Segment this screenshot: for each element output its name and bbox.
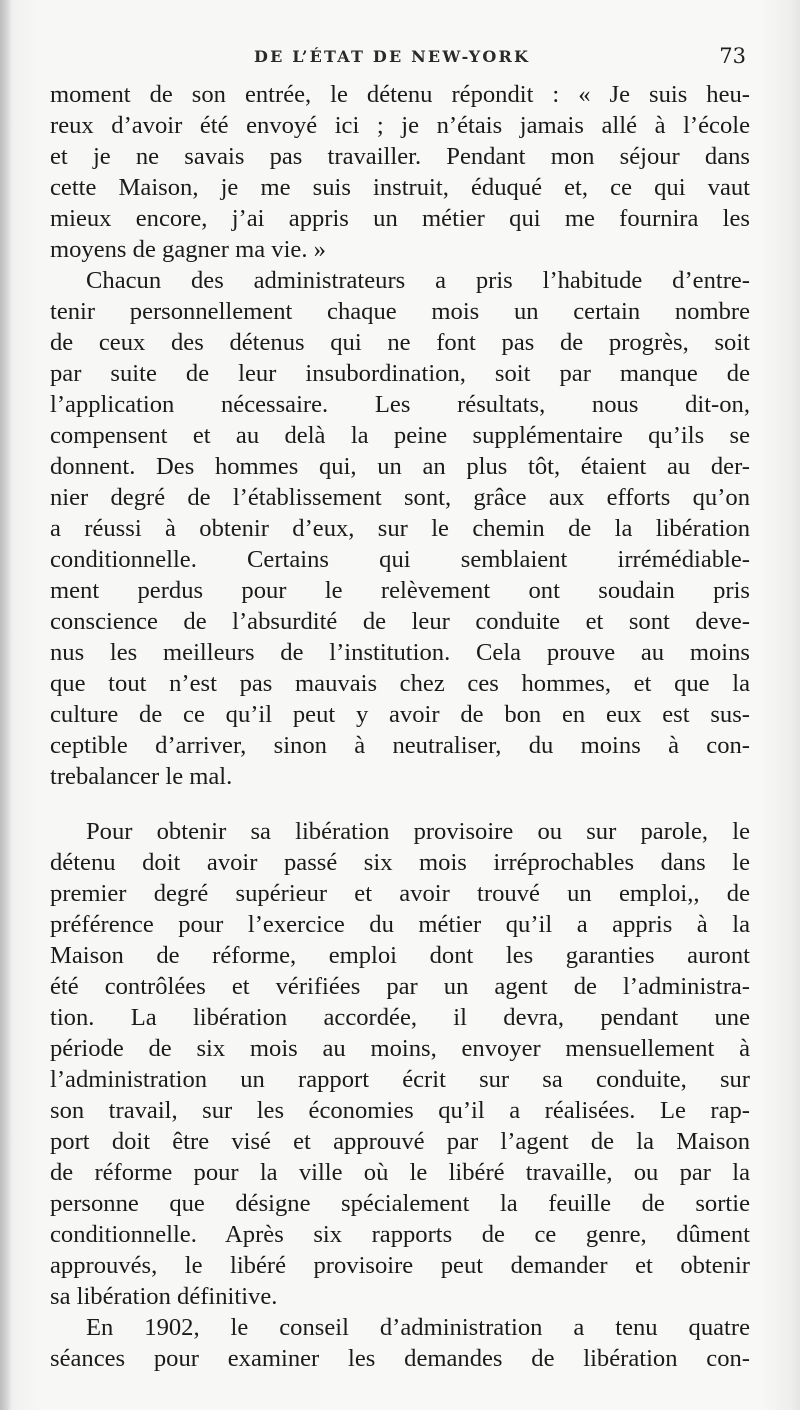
- text-line: conditionnelle. Après six rapports de ce genre, dûment: [50, 1221, 750, 1248]
- text-line: reux d’avoir été envoyé ici ; je n’étais jamais allé à l’école: [50, 112, 750, 139]
- text-line: conscience de l’absurdité de leur conduite et sont deve-: [50, 608, 750, 635]
- paragraph-first-line: Chacun des administrateurs a pris l’habitude d’entre-: [86, 267, 750, 294]
- text-line: l’administration un rapport écrit sur sa conduite, sur: [50, 1066, 750, 1093]
- text-line: tenir personnellement chaque mois un certain nombre: [50, 298, 750, 325]
- text-line: conditionnelle. Certains qui semblaient irrémédiable-: [50, 546, 750, 573]
- text-line: trebalancer le mal.: [50, 763, 233, 790]
- text-line: son travail, sur les économies qu’il a réalisées. Le rap-: [50, 1097, 750, 1124]
- text-line: cette Maison, je me suis instruit, éduqué et, ce qui vaut: [50, 174, 750, 201]
- text-line: séances pour examiner les demandes de libération con-: [50, 1345, 750, 1372]
- text-line: compensent et au delà la peine supplémentaire qu’ils se: [50, 422, 750, 449]
- text-line: préférence pour l’exercice du métier qu’il a appris à la: [50, 911, 750, 938]
- page-header: [54, 44, 750, 74]
- text-line: par suite de leur insubordination, soit par manque de: [50, 360, 750, 387]
- text-line: période de six mois au moins, envoyer mensuellement à: [50, 1035, 750, 1062]
- text-line: que tout n’est pas mauvais chez ces hommes, et que la: [50, 670, 750, 697]
- text-line: nus les meilleurs de l’institution. Cela prouve au moins: [50, 639, 750, 666]
- text-line: culture de ce qu’il peut y avoir de bon en eux est sus-: [50, 701, 750, 728]
- page-gutter-shadow: [0, 0, 12, 1410]
- text-line: tion. La libération accordée, il devra, pendant une: [50, 1004, 750, 1031]
- page-number: 73: [719, 44, 746, 68]
- text-line: moyens de gagner ma vie. »: [50, 236, 326, 263]
- text-line: personne que désigne spécialement la feuille de sortie: [50, 1190, 750, 1217]
- text-line: de réforme pour la ville où le libéré travaille, ou par la: [50, 1159, 750, 1186]
- running-head: DE L’ÉTAT DE NEW-YORK: [254, 47, 531, 66]
- text-line: de ceux des détenus qui ne font pas de progrès, soit: [50, 329, 750, 356]
- text-line: nier degré de l’établissement sont, grâce aux efforts qu’on: [50, 484, 750, 511]
- text-line: donnent. Des hommes qui, un an plus tôt, étaient au der-: [50, 453, 750, 480]
- text-line: et je ne savais pas travailler. Pendant mon séjour dans: [50, 143, 750, 170]
- text-line: moment de son entrée, le détenu répondit : « Je suis heu-: [50, 81, 750, 108]
- text-line: détenu doit avoir passé six mois irréprochables dans le: [50, 849, 750, 876]
- text-line: approuvés, le libéré provisoire peut demander et obtenir: [50, 1252, 750, 1279]
- paragraph-first-line: En 1902, le conseil d’administration a tenu quatre: [86, 1314, 750, 1341]
- text-line: été contrôlées et vérifiées par un agent de l’administra-: [50, 973, 750, 1000]
- text-line: l’application nécessaire. Les résultats, nous dit-on,: [50, 391, 750, 418]
- paragraph-first-line: Pour obtenir sa libération provisoire ou sur parole, le: [86, 818, 750, 845]
- text-line: mieux encore, j’ai appris un métier qui me fournira les: [50, 205, 750, 232]
- text-line: a réussi à obtenir d’eux, sur le chemin de la libération: [50, 515, 750, 542]
- text-line: sa libération définitive.: [50, 1283, 278, 1310]
- text-line: ceptible d’arriver, sinon à neutraliser, du moins à con-: [50, 732, 750, 759]
- text-line: port doit être visé et approuvé par l’agent de la Maison: [50, 1128, 750, 1155]
- text-line: ment perdus pour le relèvement ont soudain pris: [50, 577, 750, 604]
- text-line: Maison de réforme, emploi dont les garanties auront: [50, 942, 750, 969]
- text-line: premier degré supérieur et avoir trouvé un emploi,, de: [50, 880, 750, 907]
